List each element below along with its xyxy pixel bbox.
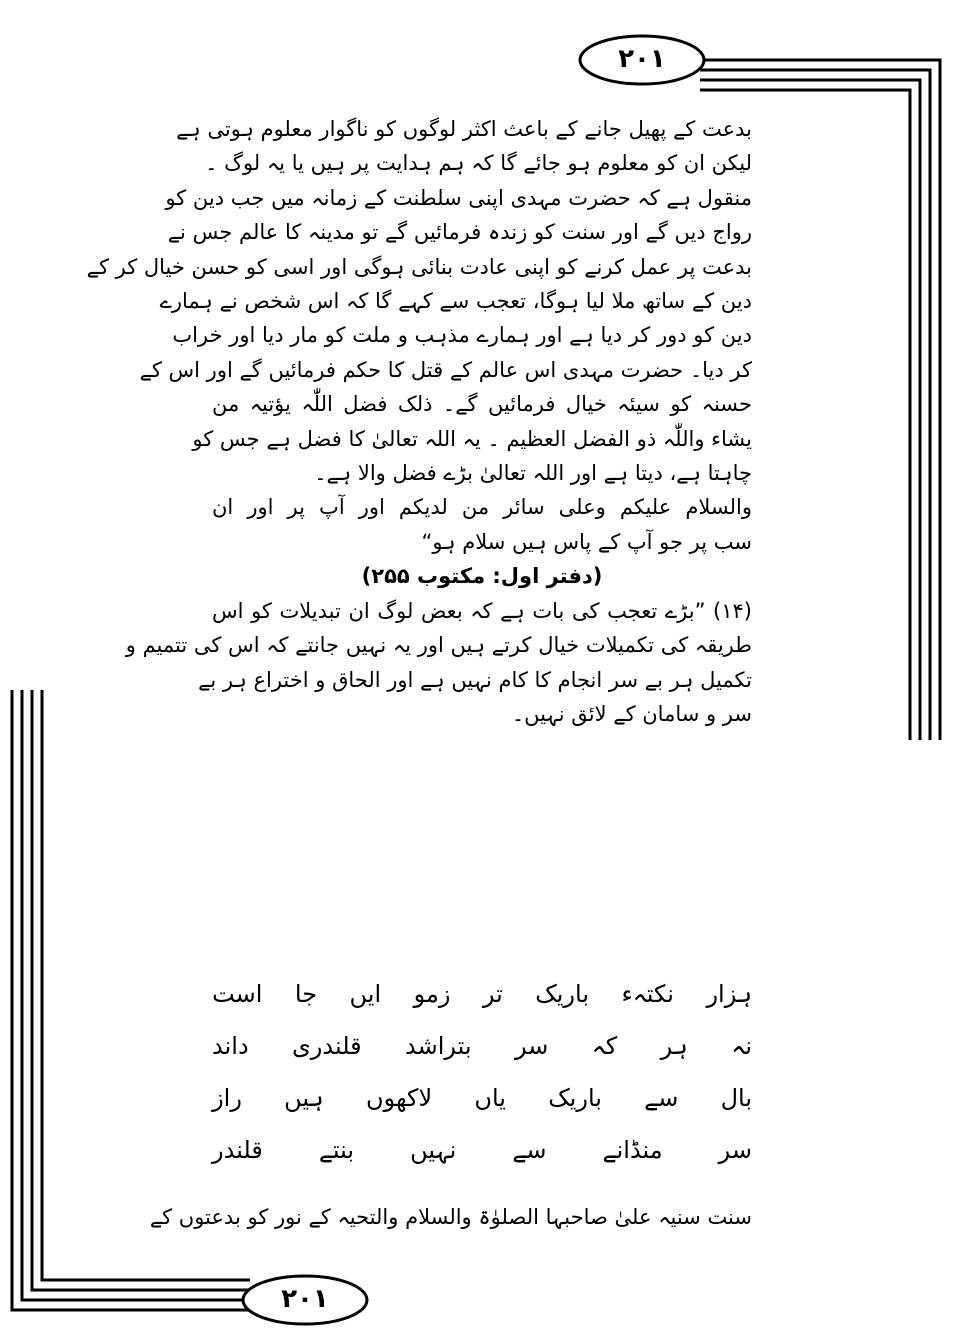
verse-word: سر xyxy=(718,1136,752,1164)
text-line: تکمیل ہر بے سر انجام کا کام نہیں ہے اور الحاق و اختراع ہر بے xyxy=(198,667,752,692)
text-line: دین کو دور کر دیا ہے اور ہمارے مذہب و ملت کو مار دیا اور خراب xyxy=(172,323,752,348)
verse-word: ایں xyxy=(349,980,382,1008)
verse-word: سے xyxy=(512,1136,547,1164)
verse-word: باریک xyxy=(548,1084,602,1112)
page-number-bottom: ۲۰۱ xyxy=(281,1284,329,1314)
text-line: دین کے ساتھ ملا لیا ہوگا، تعجب سے کہے گا کہ اس شخص نے ہمارے xyxy=(159,289,752,314)
verse-word: جا xyxy=(294,980,318,1008)
text-line: بدعت کے پھیل جانے کے باعث اکثر لوگوں کو ناگوار معلوم ہوتی ہے xyxy=(176,117,752,141)
text-line: کر دیا۔ حضرت مہدی اس عالم کے قتل کا حکم فرمائیں گے اور اس کے xyxy=(139,357,752,382)
verse-word: یاں xyxy=(474,1084,506,1112)
verse-word: بال xyxy=(720,1084,752,1112)
body-text xyxy=(86,112,752,731)
verse-word: است xyxy=(212,980,263,1008)
text-line: یشاء واللّٰہ ذو الفضل العظیم ۔ یہ اللہ تعالیٰ کا فضل ہے جس کو xyxy=(192,426,752,451)
verse-line xyxy=(212,1124,752,1176)
verse-word: بنتے xyxy=(318,1136,355,1164)
verse-word: سے xyxy=(644,1084,679,1112)
text-line: سنت سنیہ علیٰ صاحبہا الصلوٰۃ والسلام والتحیہ کے نور کو بدعتوں کے xyxy=(149,1205,752,1229)
verse-word: باریک xyxy=(535,980,589,1008)
text-line: چاہتا ہے، دیتا ہے اور اللہ تعالیٰ بڑے فضل والا ہے۔ xyxy=(314,461,752,486)
verse-word: زمو xyxy=(413,980,451,1008)
text-line: منقول ہے کہ حضرت مہدی اپنی سلطنت کے زمانہ میں جب دین کو xyxy=(165,185,752,210)
paragraph-5 xyxy=(149,1200,752,1234)
text-line: سب پر جو آپ کے پاس ہیں سلام ہو“ xyxy=(421,529,752,554)
verse-word: راز xyxy=(212,1084,242,1112)
page-number-top: ۲۰۱ xyxy=(618,44,666,74)
reference-citation xyxy=(212,559,752,593)
verse-word: تر xyxy=(482,980,503,1008)
verse-word: لاکھوں xyxy=(365,1084,433,1112)
verse-word: سر xyxy=(514,1032,549,1060)
text-line: والسلام علیکم وعلی سائر من لدیکم اور آپ پر اور ان xyxy=(212,495,752,520)
verse-word: ہر xyxy=(660,1032,688,1060)
verse-word: کہ xyxy=(591,1032,618,1060)
reference-text: (دفتر اول: مکتوب ۲۵۵) xyxy=(361,564,603,589)
text-line: حسنہ کو سیئہ خیال فرمائیں گے۔ ذلک فضل اللّٰہ یؤتیہ من xyxy=(212,392,752,417)
text-line: لیکن ان کو معلوم ہو جائے گا کہ ہم ہدایت پر ہیں یا یہ لوگ ۔ xyxy=(205,151,752,176)
text-line: (۱۴) ”بڑے تعجب کی بات ہے کہ بعض لوگ ان تبدیلات کو اس xyxy=(212,598,752,623)
verse-line xyxy=(212,968,752,1020)
verse-word: بتراشد xyxy=(405,1032,472,1060)
verse-word: نہ xyxy=(731,1032,752,1060)
text-line: طریقہ کی تکمیلات خیال کرتے ہیں اور یہ نہیں جانتے کہ اس کی تتمیم و xyxy=(125,633,752,658)
verse-word: داند xyxy=(212,1032,249,1060)
verse-word: نکتہء xyxy=(621,980,674,1008)
verse-word: قلندری xyxy=(292,1032,362,1060)
paragraph-2 xyxy=(86,181,752,491)
paragraph-3 xyxy=(212,490,752,559)
verse-line xyxy=(212,1072,752,1124)
text-line: بدعت پر عمل کرنے کو اپنی عادت بنائی ہوگی اور اسی کو حسن خیال کر کے xyxy=(86,254,752,279)
paragraph-4 xyxy=(125,594,752,732)
poetry-verse xyxy=(212,968,752,1176)
text-line: سر و سامان کے لائق نہیں۔ xyxy=(511,701,752,726)
verse-word: قلندر xyxy=(212,1136,263,1164)
body-text-end xyxy=(149,1200,752,1234)
text-line: رواج دیں گے اور سنت کو زندہ فرمائیں گے تو مدینہ کا عالم جس نے xyxy=(167,220,752,245)
verse-word: نہیں xyxy=(410,1136,457,1164)
verse-word: ہزار xyxy=(706,980,752,1008)
verse-word: ہیں xyxy=(284,1084,324,1112)
paragraph-1 xyxy=(176,112,752,181)
verse-word: منڈانے xyxy=(602,1136,663,1164)
verse-line xyxy=(212,1020,752,1072)
